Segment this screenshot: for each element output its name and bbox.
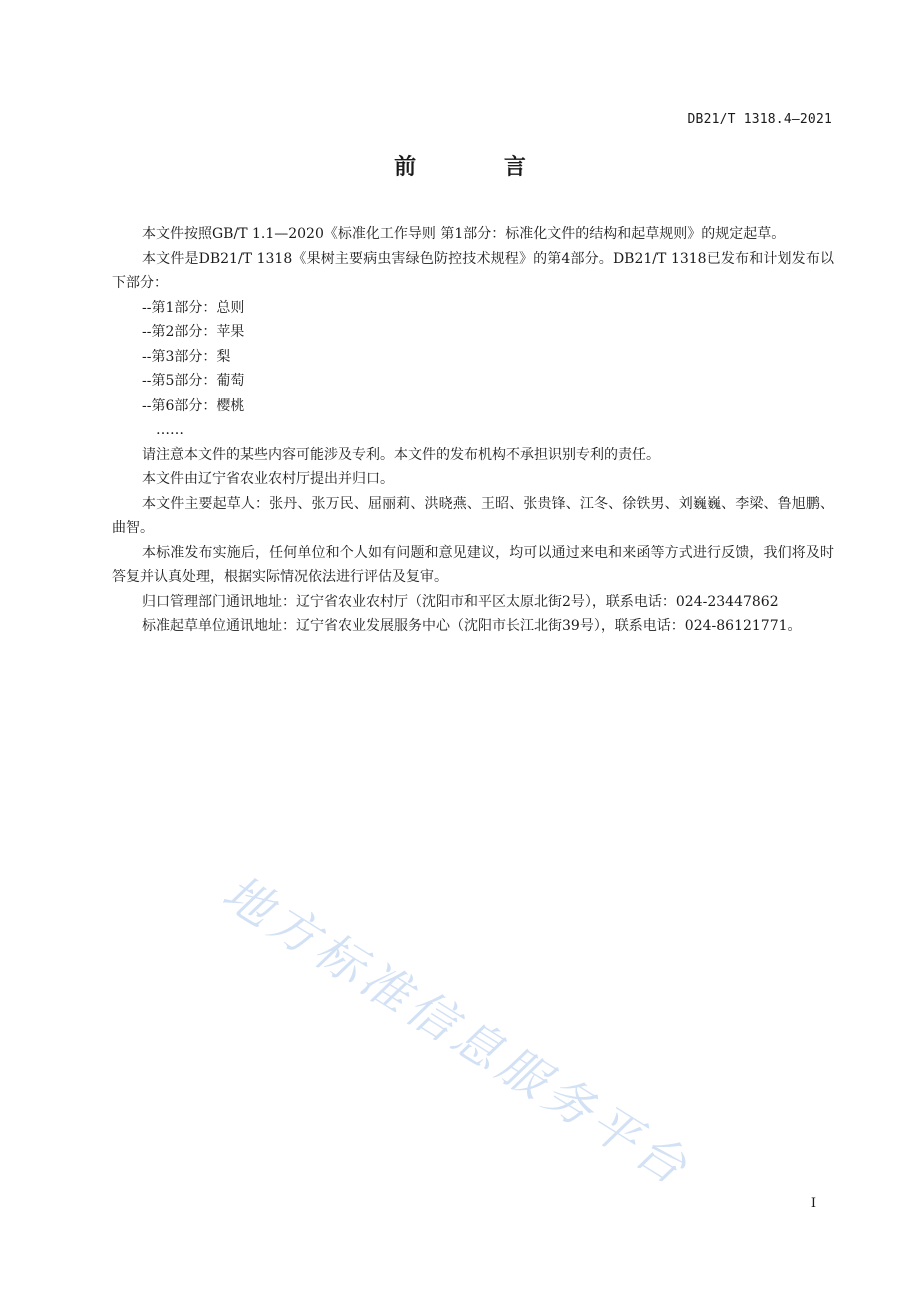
document-code: DB21/T 1318.4—2021 [687,112,832,127]
paragraph-patent-notice: 请注意本文件的某些内容可能涉及专利。本文件的发布机构不承担识别专利的责任。 [142,446,660,463]
watermark: 地方标准信息服务平台 [212,864,701,1199]
paragraph-feedback: 本标准发布实施后，任何单位和个人如有问题和意见建议，均可以通过来电和来函等方式进行反馈，我们将及时答复并认真处理，根据实际情况依法进行评估及复审。 [112,544,834,585]
list-item-part-2: --第2部分：苹果 [142,324,245,340]
paragraph-parts-intro: 本文件是DB21/T 1318《果树主要病虫害绿色防控技术规程》的第4部分。DB21/T 1318已发布和计划发布以下部分： [112,250,834,291]
paragraph-management-contact: 归口管理部门通讯地址：辽宁省农业农村厅（沈阳市和平区太原北街2号），联系电话：024-23447862 [142,593,779,610]
list-item-part-1: --第1部分：总则 [142,299,245,316]
paragraph-proposer: 本文件由辽宁省农业农村厅提出并归口。 [142,471,394,487]
list-item-part-5: --第5部分：葡萄 [142,373,245,389]
list-item-part-3: --第3部分：梨 [142,348,231,365]
paragraph-drafters: 本文件主要起草人：张丹、张万民、屈丽莉、洪晓燕、王昭、张贵锋、江冬、徐铁男、刘巍巍、李梁、鲁旭鹏、曲智。 [112,495,834,536]
paragraph-drafting-rules: 本文件按照GB/T 1.1—2020《标准化工作导则 第1部分：标准化文件的结构和起草规则》的规定起草。 [142,226,786,242]
paragraph-drafter-contact: 标准起草单位通讯地址：辽宁省农业发展服务中心（沈阳市长江北街39号），联系电话：024-86121771。 [142,618,802,634]
list-ellipsis: …… [156,422,184,438]
page-title: 前 言 [394,154,566,180]
foreword-body [112,222,834,639]
list-item-part-6: --第6部分：樱桃 [142,397,245,414]
page-number: I [810,1196,816,1211]
